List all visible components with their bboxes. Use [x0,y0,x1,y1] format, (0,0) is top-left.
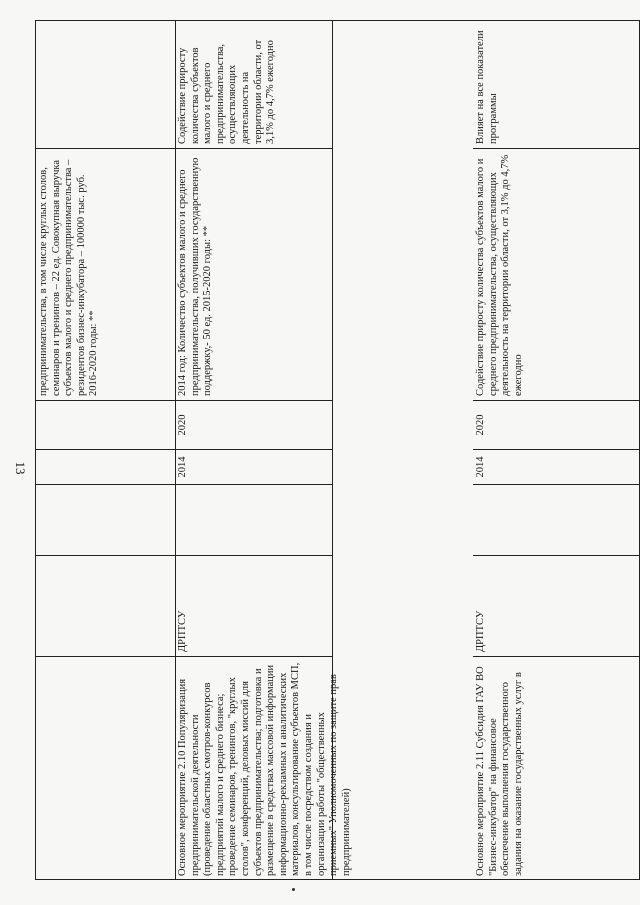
cell-indicator: Влияет на все показатели программы [473,20,640,149]
rotated-table [35,20,640,880]
cell-start [36,450,176,485]
cell-executor: ДРПТСУ [473,556,640,657]
cell-indicator: Содействие приросту количества субъектов малого и среднего предпринимательства, осуществляющих деятельность на территории области, от 3,1% до 4,7% ежегодно [175,20,333,149]
cell-result: 2014 год: Количество субъектов малого и среднего предпринимательства, получивших государственную поддержку,- 50 ед. 2015-2020 годы: ** [175,149,333,401]
table-row [35,20,176,880]
table-row [473,20,640,880]
cell-empty [473,485,640,556]
cell-measure: Основное мероприятие 2.10 Популяризация предпринимательской деятельности (проведение областных смотров-конкурсов предприятий малого и среднего бизнеса; проведение семинаров, тренингов, "круглых столов", конференций, деловых миссий для субъектов предпринимательства; подготовка и размещение в средствах массовой информации информационно-рекламных и аналитических материалов, консультирование субъектов МСП, в том числе посредством создания и организации работы "общественных приемных" Уполномоченных по защите прав предпринимателей) [175,657,333,880]
cell-end: 2020 [473,401,640,450]
cell-end: 2020 [175,401,333,450]
cell-executor [36,556,176,657]
cell-start: 2014 [473,450,640,485]
cell-measure: Основное мероприятие 2.11 Субсидия ГАУ ВО "Бизнес-инкубатор" на финансовое обеспечение выполнения государственного задания на оказание государственных услуг в [473,657,640,880]
scan-dot [292,888,295,891]
cell-empty [36,485,176,556]
cell-empty [175,485,333,556]
cell-indicator [36,20,176,149]
cell-start: 2014 [175,450,333,485]
page-number: 13 [13,461,28,475]
cell-result: Содействие приросту количества субъектов малого и среднего предпринимательства, осуществляющих деятельность на территории области, от 3,1% до 4,7% ежегодно [473,149,640,401]
cell-result: предпринимательства, в том числе круглых столов, семинаров и тренингов – 22 ед. Совокупная выручка субъектов малого и среднего предпринимательства – резидентов бизнес-инкубатора – 100000 тыс. руб. 2016-2020 годы: ** [36,149,176,401]
table-row [175,20,352,880]
cell-end [36,401,176,450]
cell-measure [36,657,176,880]
cell-executor: ДРПТСУ [175,556,333,657]
